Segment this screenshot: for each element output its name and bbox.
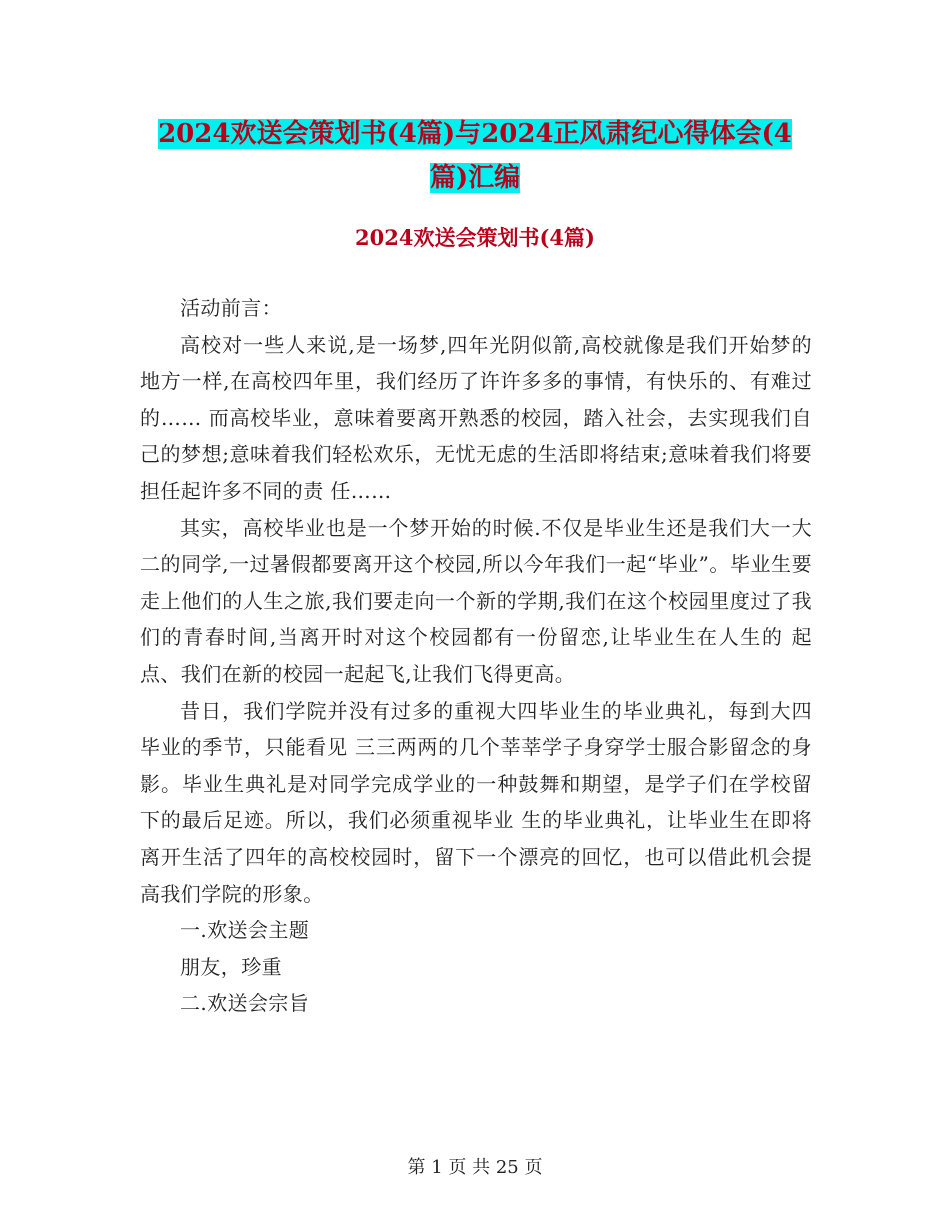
page-footer: 第 1 页 共 25 页 xyxy=(407,1157,543,1178)
section-title: 2024欢送会策划书(4篇) xyxy=(355,225,595,250)
paragraph-3: 昔日，我们学院并没有过多的重视大四毕业生的毕业典礼，每到大四毕业的季节，只能看见 三三两两的几个莘莘学子身穿学士服合影留念的身影。毕业生典礼是对同学完成学业的一种鼓舞和期望，是学子们在学校留下的最后足迹。所以，我们必须重视毕业 生的毕业典礼，让毕业生在即将离开生活了四年的高校校园时，留下一个漂亮的回忆，也可以借此机会提高我们学院的形象。 xyxy=(140,698,812,906)
heading-purpose: 二.欢送会宗旨 xyxy=(180,991,310,1016)
paragraph-2: 其实，高校毕业也是一个梦开始的时候.不仅是毕业生还是我们大一大二的同学,一过暑假都要离开这个校园,所以今年我们一起“毕业”。毕业生要走上他们的人生之旅,我们要走向一个新的学期,我们在这个校园里度过了我们的青春时间,当离开时对这个校园都有一份留恋,让毕业生在人生的 起点、我们在新的校园一起起飞,让我们飞得更高。 xyxy=(140,515,812,686)
document-body xyxy=(140,290,812,1022)
document-title xyxy=(140,112,810,200)
theme-text: 朋友，珍重 xyxy=(180,954,282,979)
paragraph-1: 高校对一些人来说,是一场梦,四年光阴似箭,高校就像是我们开始梦的地方一样,在高校四年里，我们经历了许许多多的事情，有快乐的、有难过的…… 而高校毕业，意味着要离开熟悉的校园，踏入社会，去实现我们自己的梦想;意味着我们轻松欢乐，无忧无虑的生活即将结束;意味着我们将要担任起许多不同的责 任…… xyxy=(140,332,812,503)
heading-theme: 一.欢送会主题 xyxy=(180,918,310,943)
document-title-text: 2024欢送会策划书(4篇)与2024正风肃纪心得体会(4篇)汇编 xyxy=(158,119,792,193)
paragraph-preface-label: 活动前言： xyxy=(180,296,282,320)
